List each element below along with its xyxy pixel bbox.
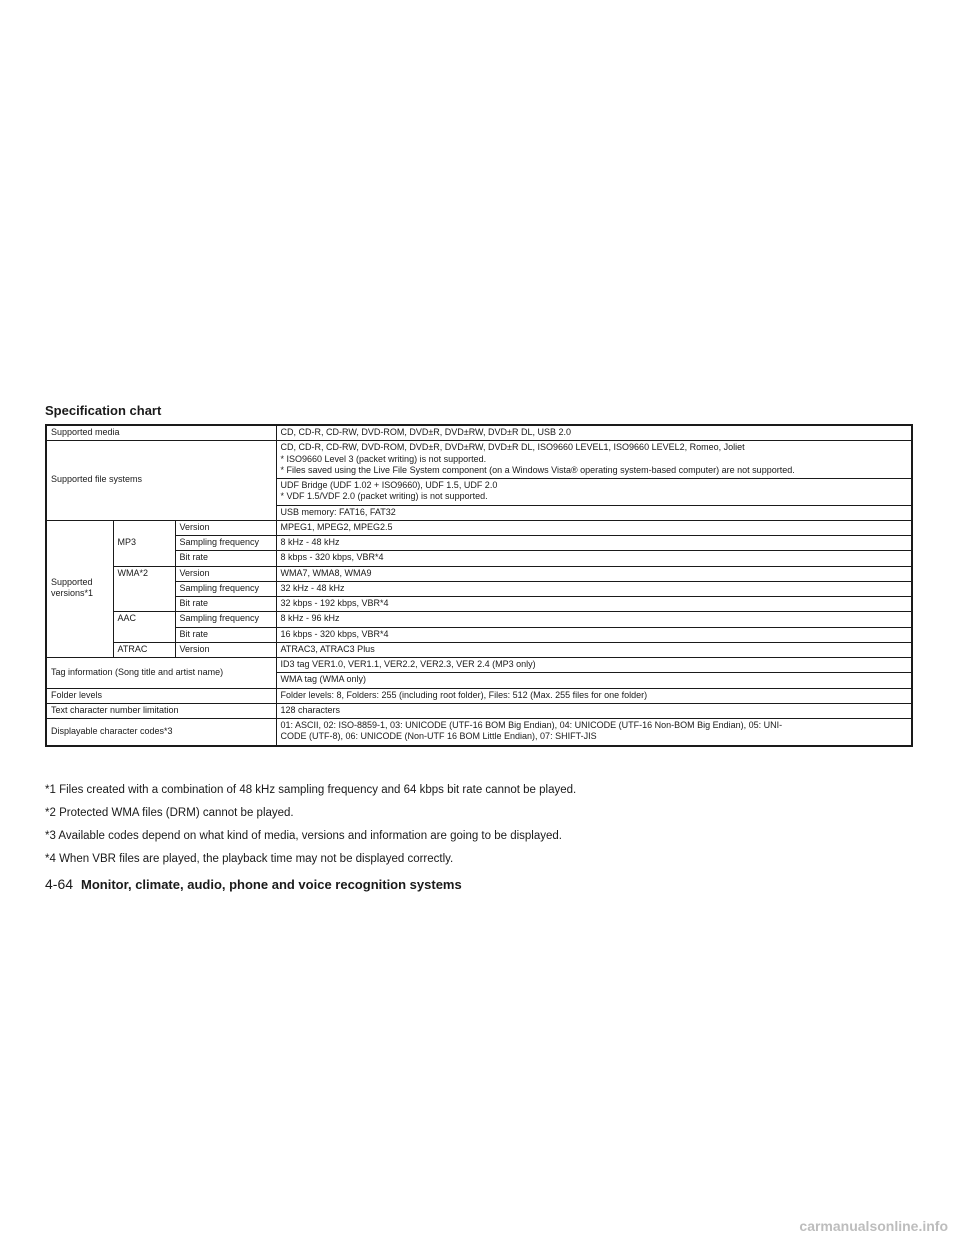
footnote: *2 Protected WMA files (DRM) cannot be played.	[45, 807, 294, 819]
row-value: CD, CD-R, CD-RW, DVD-ROM, DVD±R, DVD±RW, DVD±R DL, USB 2.0	[276, 425, 912, 441]
row-value: 32 kbps - 192 kbps, VBR*4	[276, 597, 912, 612]
specification-table	[45, 424, 913, 747]
table-row	[46, 551, 912, 566]
param-label: Bit rate	[175, 597, 276, 612]
versions-label-line: versions*1	[51, 588, 94, 599]
param-label: Bit rate	[175, 551, 276, 566]
param-label: Sampling frequency	[175, 581, 276, 596]
table-row	[46, 719, 912, 746]
fs-line: * Files saved using the Live File System component (on a Windows Vista® operating system-based computer) are not supported.	[280, 464, 795, 475]
section-title: Specification chart	[45, 403, 162, 418]
row-label	[46, 520, 113, 657]
table-row	[46, 536, 912, 551]
row-value: 128 characters	[276, 703, 912, 718]
row-value: Folder levels: 8, Folders: 255 (including root folder), Files: 512 (Max. 255 files for one folder)	[276, 688, 912, 703]
row-value	[276, 479, 912, 506]
codes-line: CODE (UTF-8), 06: UNICODE (Non-UTF 16 BOM Little Endian), 07: SHIFT-JIS	[280, 731, 597, 742]
row-label: Text character number limitation	[46, 703, 276, 718]
row-value: 32 kHz - 48 kHz	[276, 581, 912, 596]
versions-label-line: Supported	[51, 577, 93, 588]
table-row	[46, 688, 912, 703]
table-row	[46, 597, 912, 612]
watermark: carmanualsonline.info	[799, 1218, 948, 1234]
format-label: WMA*2	[113, 566, 175, 612]
table-row	[46, 520, 912, 535]
table-row	[46, 703, 912, 718]
table-row	[46, 612, 912, 627]
row-value: WMA tag (WMA only)	[276, 673, 912, 688]
row-label: Tag information (Song title and artist name)	[46, 658, 276, 689]
row-value: USB memory: FAT16, FAT32	[276, 505, 912, 520]
footnote: *4 When VBR files are played, the playback time may not be displayed correctly.	[45, 853, 454, 865]
row-value	[276, 441, 912, 479]
table-row	[46, 425, 912, 441]
row-label: Displayable character codes*3	[46, 719, 276, 746]
table-row	[46, 566, 912, 581]
codes-line: 01: ASCII, 02: ISO-8859-1, 03: UNICODE (UTF-16 BOM Big Endian), 04: UNICODE (UTF-16 Non-BOM Big Endian), 05: UNI-	[280, 720, 783, 730]
format-label: MP3	[113, 520, 175, 566]
fs-line: UDF Bridge (UDF 1.02 + ISO9660), UDF 1.5, UDF 2.0	[280, 480, 498, 490]
format-label: ATRAC	[113, 642, 175, 657]
fs-line: * ISO9660 Level 3 (packet writing) is not supported.	[280, 453, 487, 464]
param-label: Version	[175, 642, 276, 657]
table-row	[46, 642, 912, 657]
param-label: Bit rate	[175, 627, 276, 642]
table-row	[46, 658, 912, 673]
table-row	[46, 441, 912, 479]
row-value: MPEG1, MPEG2, MPEG2.5	[276, 520, 912, 535]
row-value: 8 kbps - 320 kbps, VBR*4	[276, 551, 912, 566]
row-value: 16 kbps - 320 kbps, VBR*4	[276, 627, 912, 642]
row-value	[276, 719, 912, 746]
format-label: AAC	[113, 612, 175, 643]
footnote: *3 Available codes depend on what kind of media, versions and information are going to be displayed.	[45, 830, 562, 842]
fs-line: CD, CD-R, CD-RW, DVD-ROM, DVD±R, DVD±RW, DVD±R DL, ISO9660 LEVEL1, ISO9660 LEVEL2, Romeo, Joliet	[280, 442, 745, 453]
table-row	[46, 627, 912, 642]
page-number: 4-64	[45, 876, 74, 892]
row-label: Supported file systems	[46, 441, 276, 521]
row-value: ID3 tag VER1.0, VER1.1, VER2.2, VER2.3, VER 2.4 (MP3 only)	[276, 658, 912, 673]
footnote: *1 Files created with a combination of 48 kHz sampling frequency and 64 kbps bit rate cannot be played.	[45, 784, 577, 796]
table-row	[46, 581, 912, 596]
param-label: Sampling frequency	[175, 612, 276, 627]
row-value: 8 kHz - 48 kHz	[276, 536, 912, 551]
row-value: WMA7, WMA8, WMA9	[276, 566, 912, 581]
chapter-title: Monitor, climate, audio, phone and voice recognition systems	[81, 877, 462, 892]
row-label: Supported media	[46, 425, 276, 441]
row-value: ATRAC3, ATRAC3 Plus	[276, 642, 912, 657]
param-label: Sampling frequency	[175, 536, 276, 551]
page-footer	[45, 876, 462, 892]
row-value: 8 kHz - 96 kHz	[276, 612, 912, 627]
param-label: Version	[175, 520, 276, 535]
param-label: Version	[175, 566, 276, 581]
fs-line: * VDF 1.5/VDF 2.0 (packet writing) is not supported.	[280, 491, 488, 502]
footnotes	[45, 783, 925, 875]
row-label: Folder levels	[46, 688, 276, 703]
